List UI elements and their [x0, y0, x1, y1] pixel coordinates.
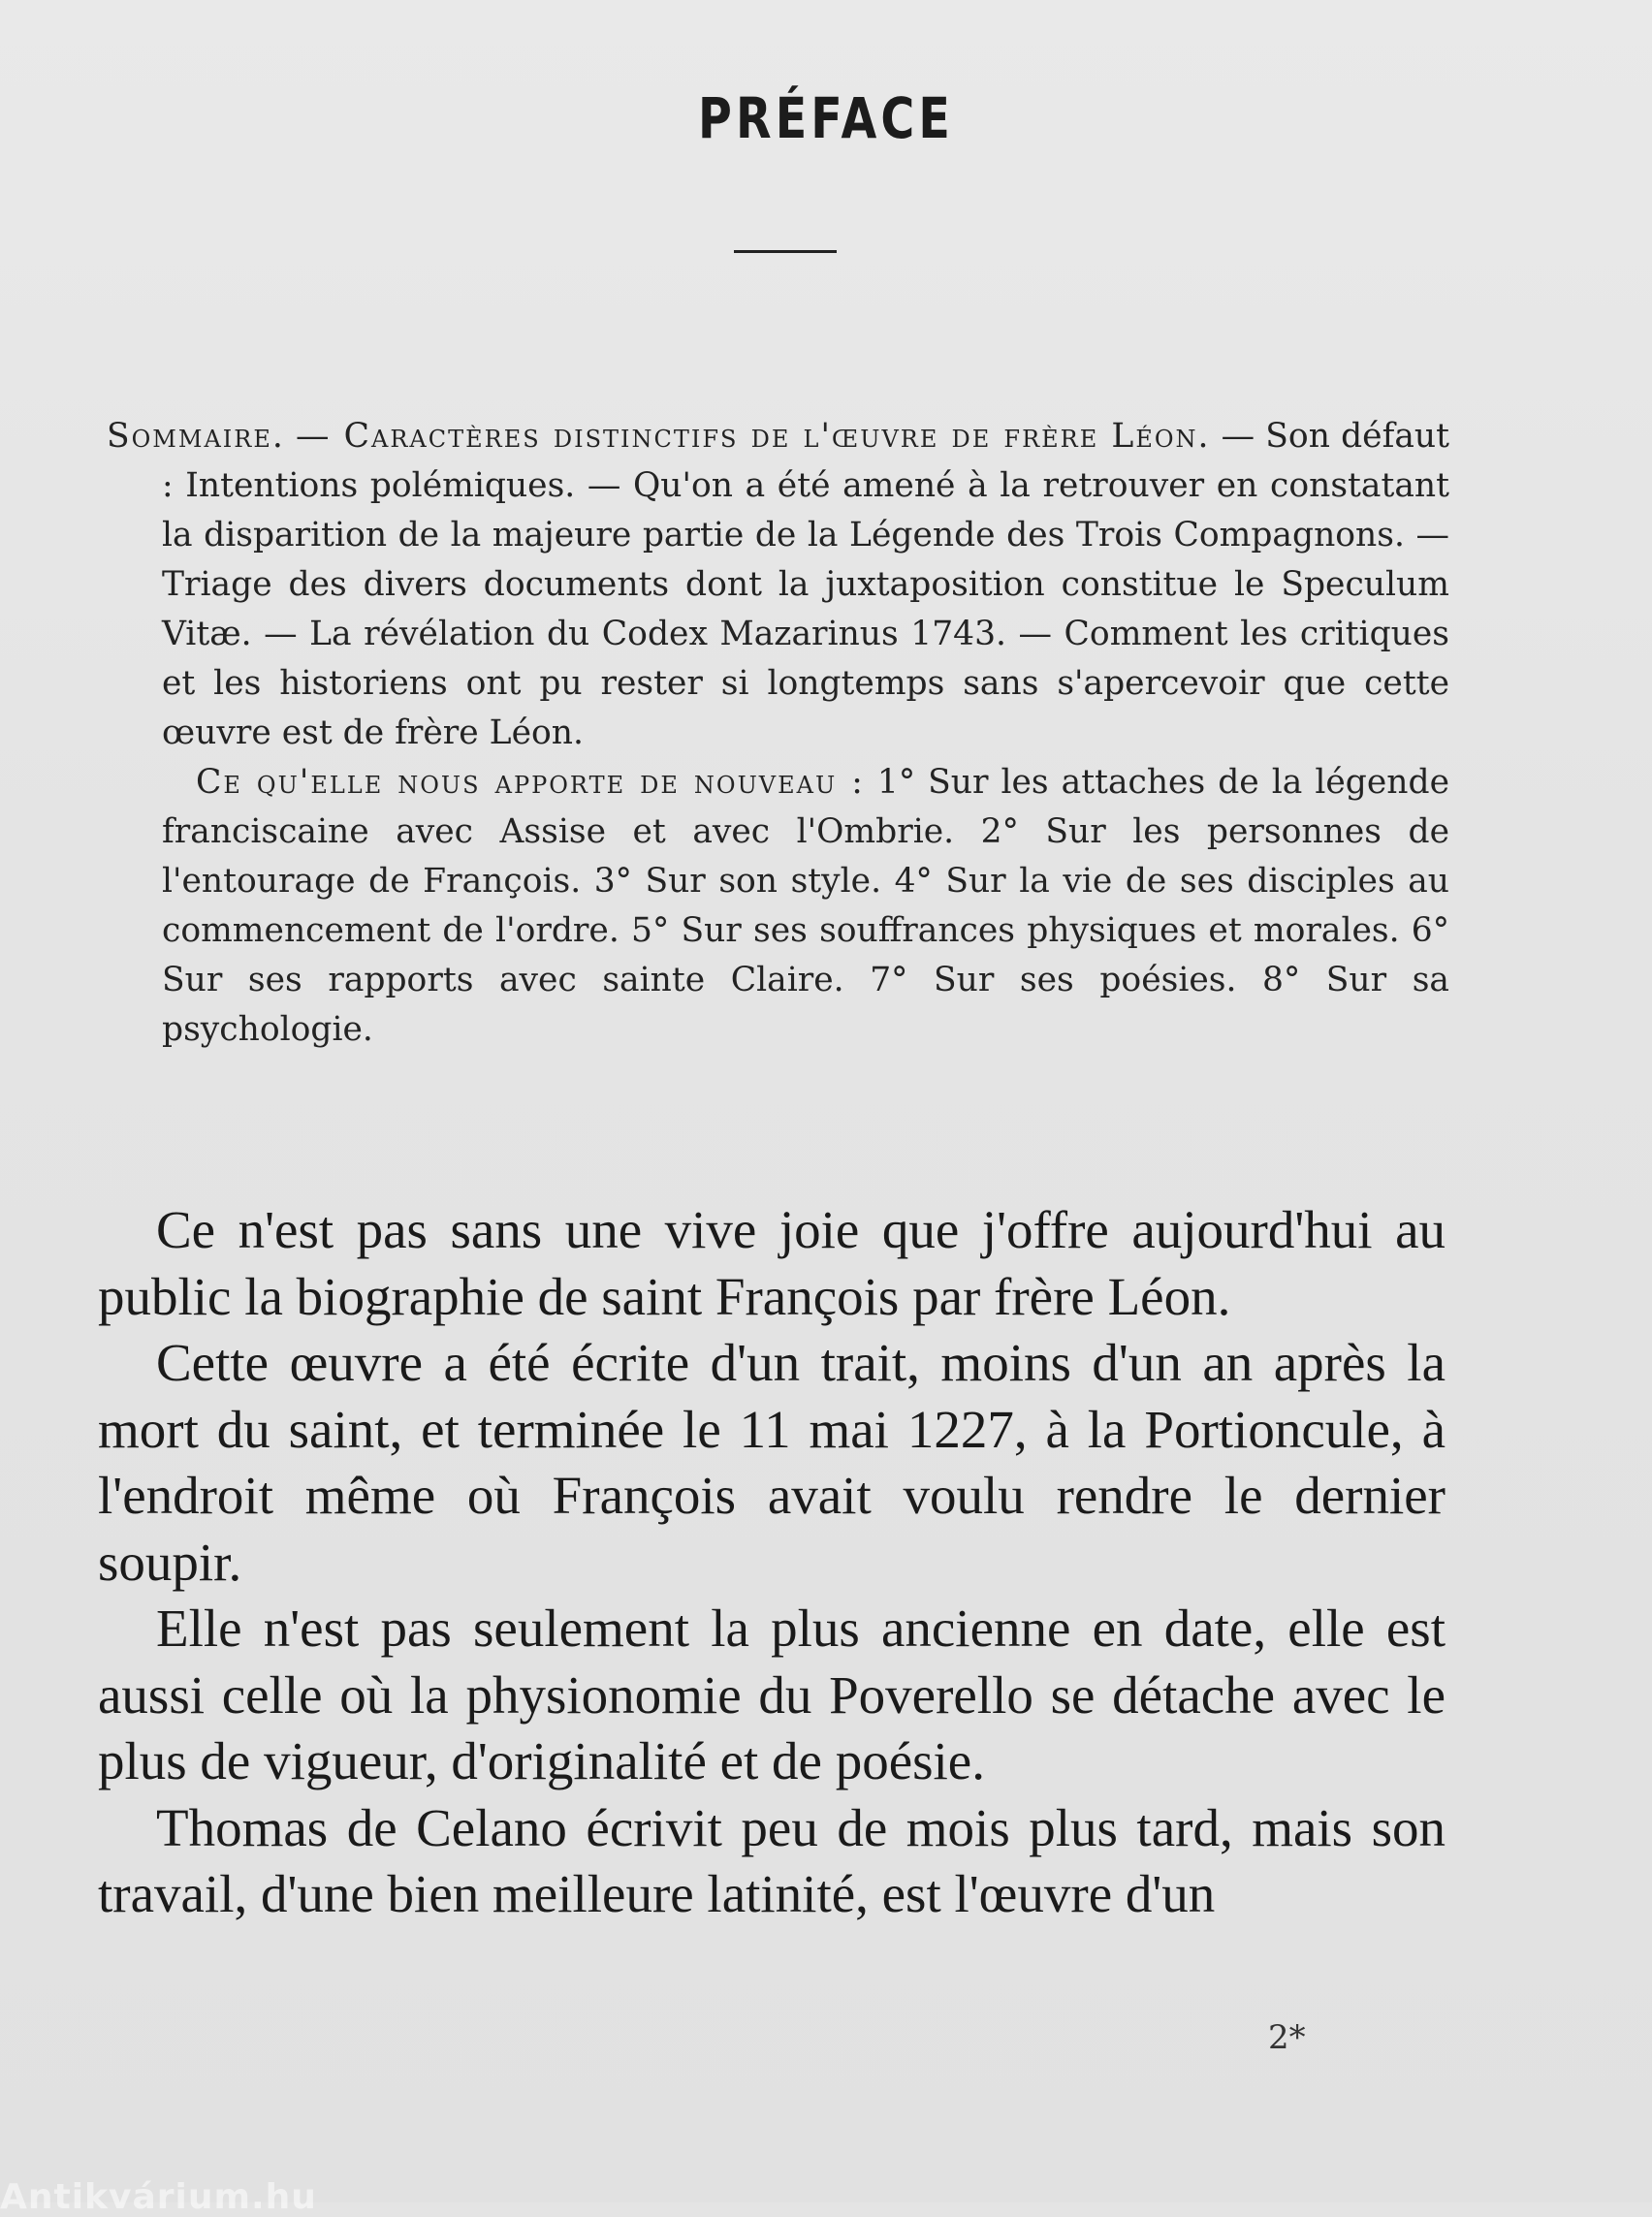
summary-subheading: Ce qu'elle nous apporte de nouveau : — [196, 763, 865, 802]
body-paragraph-1: Ce n'est pas sans une vive joie que j'offre aujourd'hui au public la biographie de saint François par frère Léon. — [98, 1200, 1446, 1326]
summary-text-1: — Son défaut : Intentions polémiques. — Qu'on a été amené à la retrouver en constatant la disparition de la majeure partie de la Légende des Trois Compagnons. — Triage des divers documents dont la juxtaposition constitue le Speculum Vitæ. — La révélation du Codex Mazarinus 1743. — Comment les critiques et les historiens ont pu rester si longtemps sans s'apercevoir que cette œuvre est de frère Léon. — [162, 417, 1449, 752]
summary-label: Sommaire. — [107, 417, 285, 456]
body-paragraph-4: Thomas de Celano écrivit peu de mois plus tard, mais son travail, d'une bien meilleure latinité, est l'œuvre d'un — [98, 1797, 1446, 1923]
summary-paragraph-1 — [107, 412, 1449, 758]
signature-mark: 2* — [1268, 2018, 1306, 2057]
chapter-summary — [107, 412, 1449, 1055]
watermark: Antikvárium.hu — [0, 2177, 317, 2217]
title-rule — [734, 250, 837, 253]
summary-paragraph-2 — [107, 758, 1449, 1055]
summary-text-2: 1° Sur les attaches de la légende franciscaine avec Assise et avec l'Ombrie. 2° Sur les personnes de l'entourage de François. 3° Sur son style. 4° Sur la vie de ses disciples au commencement de l'ordre. 5° Sur ses souffrances physiques et morales. 6° Sur ses rapports avec sainte Claire. 7° Sur ses poésies. 8° Sur sa psychologie. — [162, 763, 1450, 1049]
summary-heading: — Caractères distinctifs de l'œuvre de frère Léon. — [295, 417, 1211, 456]
body-paragraph-3: Elle n'est pas seulement la plus ancienne en date, elle est aussi celle où la physionomie du Poverello se détache avec le plus de vigueur, d'originalité et de poésie. — [98, 1599, 1446, 1790]
body-paragraph-2: Cette œuvre a été écrite d'un trait, moins d'un an après la mort du saint, et terminée le 11 mai 1227, à la Portioncule, à l'endroit même où François avait voulu rendre le dernier soupir. — [98, 1333, 1446, 1592]
page-title: PRÉFACE — [698, 85, 954, 151]
body-text — [98, 1197, 1446, 1928]
